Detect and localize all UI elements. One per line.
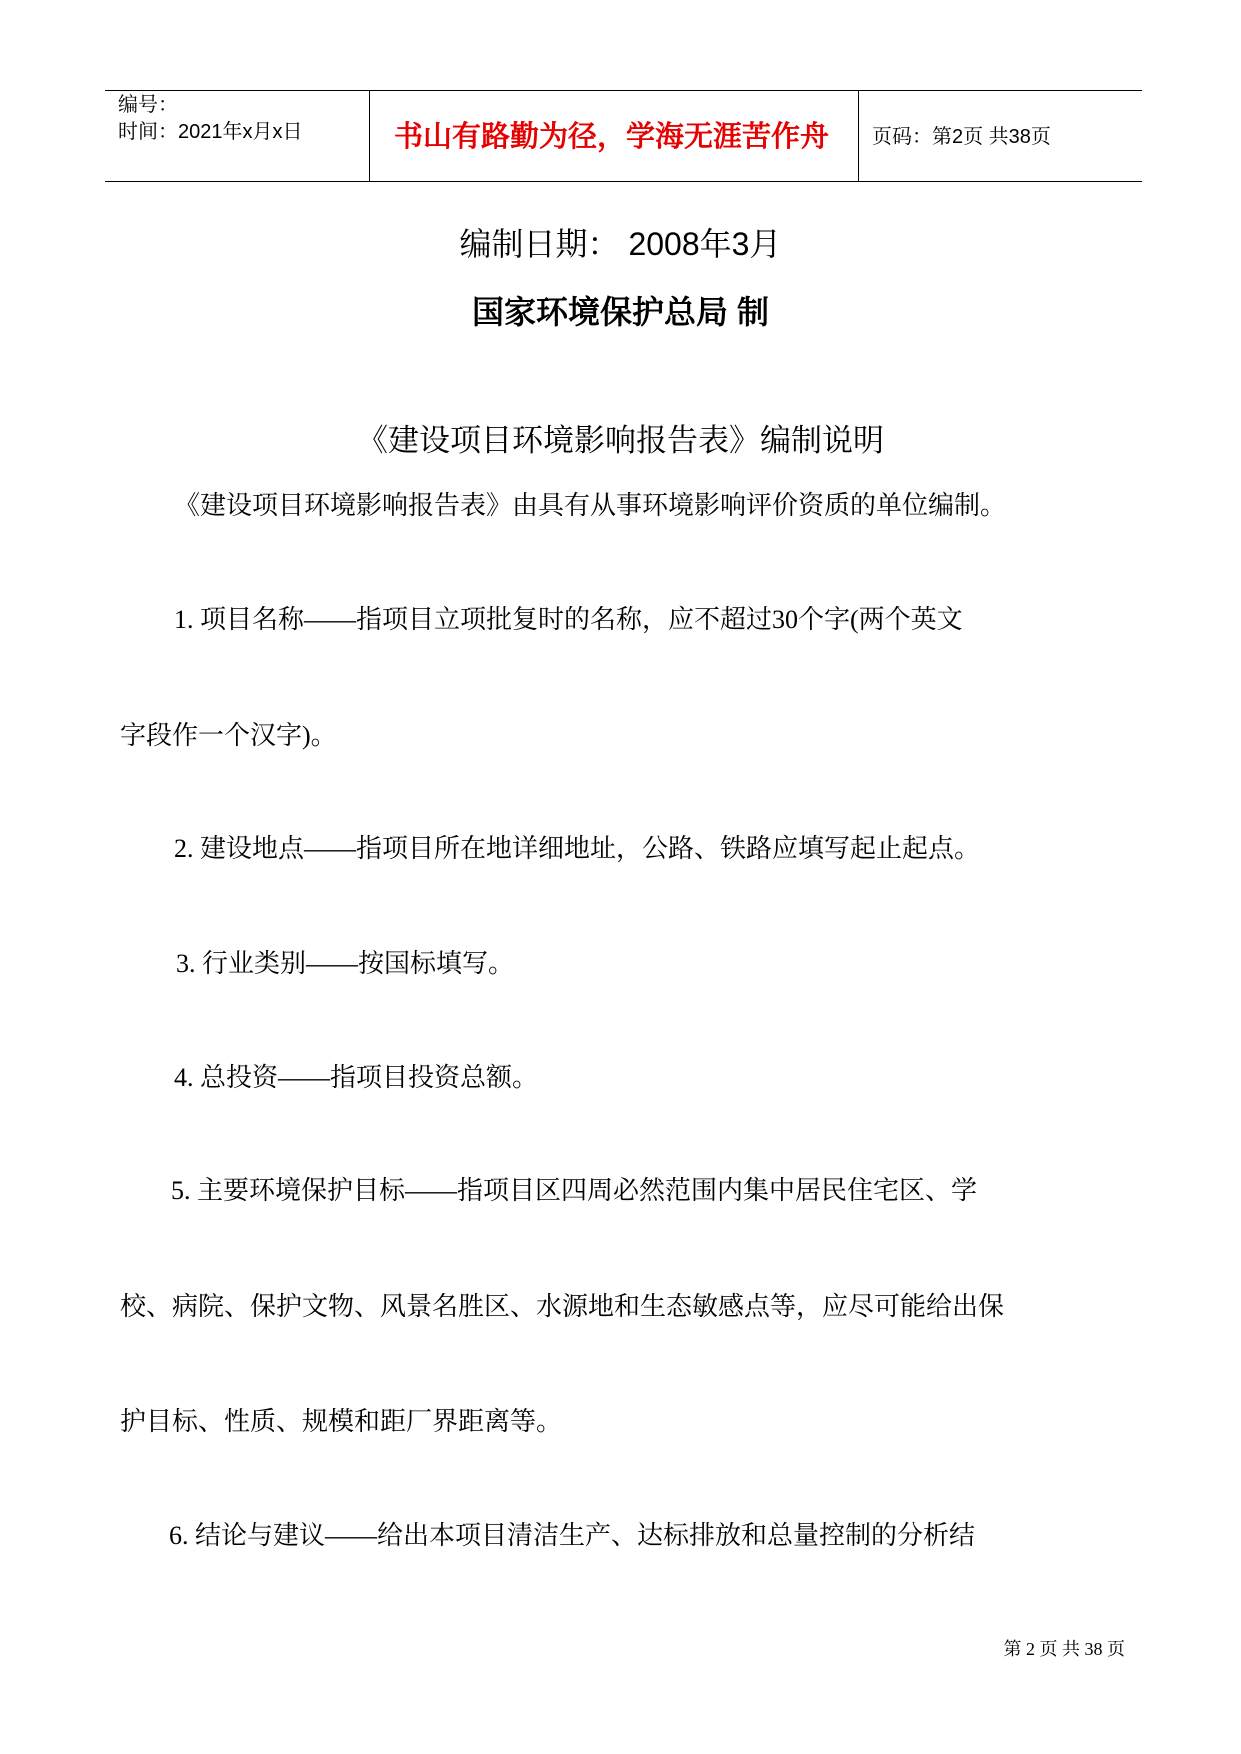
section-title: 《建设项目环境影响报告表》编制说明 bbox=[357, 423, 884, 458]
document-time-label: 时间：2021年x月x日 bbox=[118, 121, 303, 143]
issuing-authority: 国家环境保护总局 制 bbox=[472, 294, 769, 330]
document-number-label: 编号： bbox=[118, 94, 178, 116]
body-line: 4. 总投资——指项目投资总额。 bbox=[174, 1063, 539, 1092]
body-line: 校、病院、保护文物、风景名胜区、水源地和生态敏感点等，应尽可能给出保 bbox=[120, 1292, 1005, 1321]
footer-page-number: 第 2 页 共 38 页 bbox=[1003, 1639, 1125, 1659]
header-divider-left bbox=[369, 91, 370, 181]
header-motto: 书山有路勤为径，学海无涯苦作舟 bbox=[394, 121, 830, 153]
body-line: 6. 结论与建议——给出本项目清洁生产、达标排放和总量控制的分析结 bbox=[169, 1521, 976, 1550]
body-line: 3. 行业类别——按国标填写。 bbox=[176, 949, 515, 978]
compile-date: 编制日期： 2008年3月 bbox=[459, 226, 782, 262]
header-page-info: 页码：第2页 共38页 bbox=[872, 126, 1051, 148]
body-line: 护目标、性质、规模和距厂界距离等。 bbox=[120, 1407, 563, 1436]
header-divider-right bbox=[858, 91, 859, 181]
section-intro: 《建设项目环境影响报告表》由具有从事环境影响评价资质的单位编制。 bbox=[174, 491, 1007, 520]
body-line: 5. 主要环境保护目标——指项目区四周必然范围内集中居民住宅区、学 bbox=[171, 1176, 978, 1205]
body-line: 1. 项目名称——指项目立项批复时的名称，应不超过30个字(两个英文 bbox=[174, 605, 963, 634]
body-line: 2. 建设地点——指项目所在地详细地址，公路、铁路应填写起止起点。 bbox=[174, 834, 981, 863]
body-line: 字段作一个汉字)。 bbox=[120, 721, 337, 750]
